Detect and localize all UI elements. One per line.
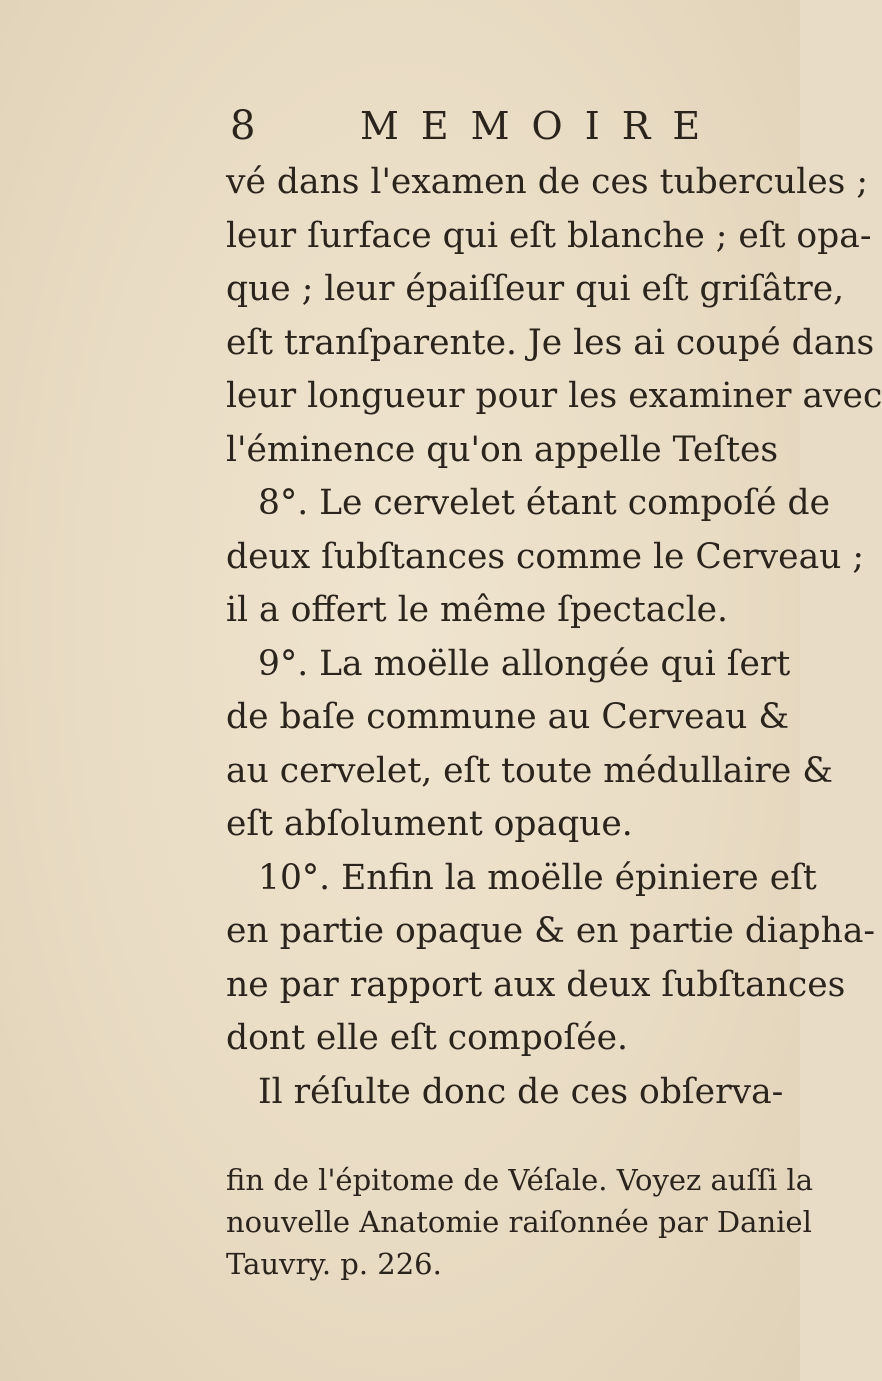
running-title: MEMOIRE [360, 104, 723, 148]
text-line: 8°. Le cervelet étant compoſé de [258, 483, 831, 523]
text-line: dont elle eſt compoſée. [226, 1018, 629, 1058]
footnote-line: Tauvry. p. 226. [226, 1247, 442, 1281]
text-line: ne par rapport aux deux ſubſtances [226, 964, 846, 1005]
text-line: leur longueur pour les examiner avec [226, 376, 882, 416]
main-text [226, 156, 882, 1285]
text-line: eſt abſolument opaque. [226, 804, 633, 844]
section-gap [226, 1119, 756, 1159]
page-header [0, 98, 800, 154]
text-line: deux ſubſtances comme le Cerveau ; [226, 536, 864, 577]
text-line: Il réſulte donc de ces obſerva- [258, 1071, 784, 1112]
text-line: 9°. La moëlle allongée qui ſert [258, 643, 791, 684]
text-line: 10°. Enfin la moëlle épiniere eſt [258, 857, 817, 898]
text-line: il a offert le même ſpectacle. [226, 590, 729, 630]
footnote-line: nouvelle Anatomie raiſonnée par Daniel [226, 1205, 812, 1239]
footnote-line: fin de l'épitome de Véſale. Voyez auſſi la [226, 1163, 813, 1197]
page-number: 8 [230, 103, 256, 149]
text-line: eſt tranſparente. Je les ai coupé dans [226, 322, 875, 363]
text-line: leur ſurface qui eſt blanche ; eſt opa- [226, 215, 872, 256]
text-line: vé dans l'examen de ces tubercules ; [226, 162, 868, 202]
text-line: de baſe commune au Cerveau & [226, 697, 790, 737]
text-line: au cervelet, eſt toute médullaire & [226, 750, 833, 791]
text-line: que ; leur épaiſſeur qui eſt griſâtre, [226, 269, 845, 309]
text-line: en partie opaque & en partie diapha- [226, 911, 876, 951]
text-line: l'éminence qu'on appelle Teſtes [226, 429, 779, 470]
